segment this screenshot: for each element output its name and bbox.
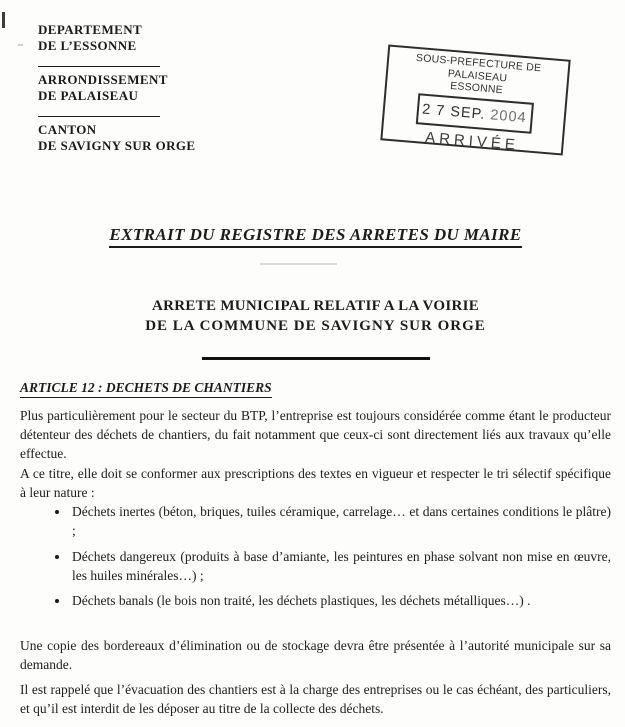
letterhead [38,22,228,153]
document-subtitle-line1: ARRETE MUNICIPAL RELATIF A LA VOIRIE [151,298,480,314]
letterhead-canton [38,122,228,153]
document-title-text: EXTRAIT DU REGISTRE DES ARRETES DU MAIRE [109,224,521,248]
scan-artifact-edge-mark [2,12,5,28]
paragraph-disposal-slips: Une copie des bordereaux d’élimination ou de stockage devra être présentée à l’autorité municipale sur sa demande. [20,638,611,672]
document-subtitle [20,297,611,336]
stamp-date-day: 2 7 [421,101,446,119]
letterhead-canton-line2: DE SAVIGNY SUR ORGE [38,137,196,153]
paragraph-evacuation-reminder: Il est rappelé que l’évacuation des chantiers est à la charge des entreprises ou le cas échéant, des particuliers, et qu’il est interdit de les déposer au titre de la collecte des déchets. [20,682,611,716]
stamp-office-line2: ESSONNE [449,79,504,97]
arrival-stamp [380,45,570,156]
letterhead-arrondissement-line1: ARRONDISSEMENT [38,72,168,87]
letterhead-canton-line1: CANTON [38,122,97,137]
waste-categories-list [20,502,611,610]
stamp-date-year: 2004 [489,106,528,126]
document-title [20,224,611,248]
letterhead-department-line2: DE L’ESSONNE [38,37,137,53]
letterhead-department-line1: DEPARTEMENT [38,22,143,37]
article-heading-text: ARTICLE 12 : DECHETS DE CHANTIERS [20,378,272,398]
letterhead-arrondissement [38,72,228,103]
article-heading [20,378,611,398]
list-item-ordinary-waste: • Déchets banals (le bois non traité, les déchets plastiques, les déchets métalliques…) . [70,591,611,610]
list-item-hazardous-waste: • Déchets dangereux (produits à base d’amiante, les peintures en phase solvant non mise en œuvre, les huiles minérales…) ; [70,547,611,585]
letterhead-arrondissement-line2: DE PALAISEAU [38,87,139,103]
stamp-date-month: SEP. [449,103,487,123]
list-item-inert-waste: • Déchets inertes (béton, briques, tuiles céramique, carrelage… et dans certaines conditions le plâtre) ; [70,502,611,540]
scan-artifact-faint-line [260,263,337,265]
document-content [0,224,625,718]
section-divider-rule [202,357,430,360]
paragraph-producer-responsibility: Plus particulièrement pour le secteur du BTP, l’entreprise est toujours considérée comme étant le producteur détenteur des déchets de chantiers, du fait notamment que ceux-ci sont directement liés aux travaux qu’elle effectue. [20,408,611,461]
stamp-office-line1: SOUS-PREFECTURE DE PALAISEAU [415,51,542,85]
document-subtitle-line2: DE LA COMMUNE DE SAVIGNY SUR ORGE [145,317,486,334]
paragraph-sorting-obligation: A ce titre, elle doit se conformer aux prescriptions des textes en vigueur et respecter le tri sélectif spécifique à leur nature : [20,466,611,500]
letterhead-separator [38,66,160,67]
stamp-date-box [415,93,533,134]
letterhead-separator [38,116,160,117]
stamp-arrivee-label: ARRIVÉE [424,128,520,154]
letterhead-department [38,22,228,53]
scan-artifact-speck [18,44,23,46]
